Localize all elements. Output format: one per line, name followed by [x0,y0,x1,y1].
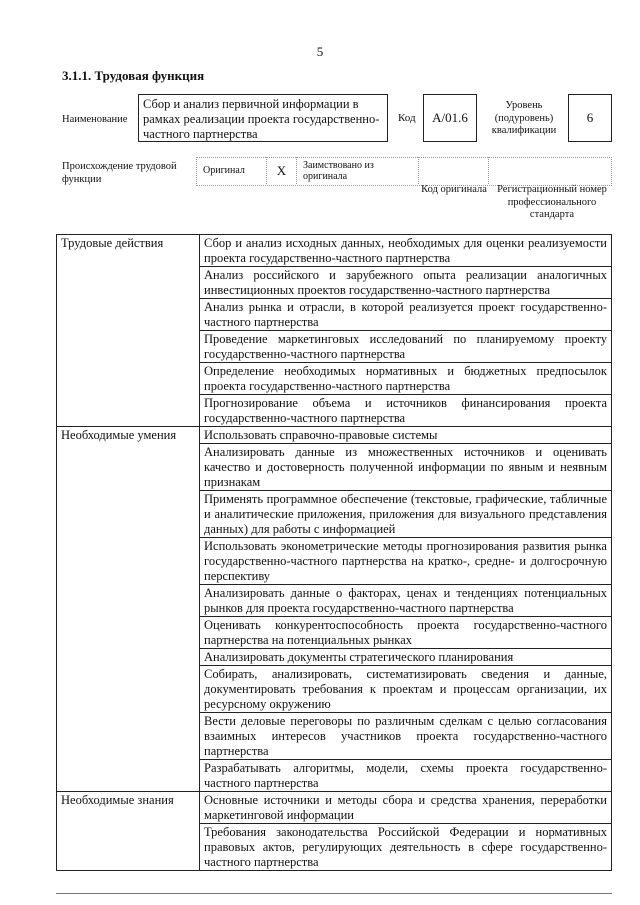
table-cell: Использовать справочно-правовые системы [200,427,612,444]
level-value: 6 [586,110,594,125]
table-cell: Анализ российского и зарубежного опыта реализации аналогичных инвестиционных проектов государственно-частного партнерства [200,267,612,299]
table-cell: Проведение маркетинговых исследований по планируемому проекту государственно-частного партнерства [200,331,612,363]
code-original-caption: Код оригинала [421,184,487,195]
table-cell: Основные источники и методы сбора и средства хранения, переработки маркетинговой информации [200,792,612,824]
table-cell: Прогнозирование объема и источников финансирования проекта государственно-частного партнерства [200,395,612,427]
section-title-knowledge: Необходимые знания [57,792,200,871]
origin-original: Оригинал [203,165,245,176]
level-label: Уровень (подуровень) квалификации [491,100,557,136]
origin-label: Происхождение трудовой функции [62,161,177,185]
table-cell: Анализировать данные из множественных источников и оценивать качество и достоверность полученной информации по явным и неявным признакам [200,444,612,491]
origin-original-cell [196,157,266,184]
level-cell [568,94,612,142]
reg-number-caption: Регистрационный номер профессионального стандарта [497,184,607,220]
section-title-actions: Трудовые действия [57,235,200,427]
code-value: A/01.6 [432,110,468,125]
origin-reg-cell [488,157,612,184]
origin-code-cell [418,157,488,184]
table-cell: Анализ рынка и отрасли, в которой реализуется проект государственно-частного партнерства [200,299,612,331]
section-title: 3.1.1. Трудовая функция [62,68,205,83]
function-name-box [138,94,388,142]
table-cell: Применять программное обеспечение (текстовые, графические, табличные и аналитические приложения, приложения для визуального представления данных) для работы с информацией [200,491,612,538]
section-title-skills: Необходимые умения [57,427,200,792]
name-label: Наименование [62,114,128,125]
origin-borrowed-cell [296,157,418,184]
origin-mark-cell [266,157,296,184]
table-cell: Анализировать данные о факторах, ценах и тенденциях потенциальных рынков для проекта государственно-частного партнерства [200,585,612,617]
table-cell: Определение необходимых нормативных и бюджетных предпосылок проекта государственно-частного партнерства [200,363,612,395]
table-cell: Собирать, анализировать, систематизировать сведения и данные, документировать требования к проектам и процессам организации, их ресурсному окружению [200,666,612,713]
requirements-table [56,234,612,871]
code-label: Код [398,112,416,124]
table-row [57,235,612,267]
table-cell: Разрабатывать алгоритмы, модели, схемы проекта государственно-частного партнерства [200,760,612,792]
page-bottom-edge [56,893,612,894]
origin-borrowed: Заимствовано из оригинала [303,159,374,182]
code-cell [423,94,477,142]
table-cell: Оценивать конкурентоспособность проекта государственно-частного партнерства на потенциальных рынках [200,617,612,649]
table-row [57,792,612,824]
table-cell: Использовать эконометрические методы прогнозирования развития рынка государственно-частного партнерства на кратко-, средне- и долгосрочную перспективу [200,538,612,585]
table-cell: Сбор и анализ исходных данных, необходимых для оценки реализуемости проекта государственно-частного партнерства [200,235,612,267]
page-number: 5 [316,44,324,59]
table-cell: Анализировать документы стратегического планирования [200,649,612,666]
table-cell: Требования законодательства Российской Федерации и нормативных правовых актов, регулирующих деятельность в сфере государственно-частного партнерства [200,824,612,871]
function-name: Сбор и анализ первичной информации в рамках реализации проекта государственно-частного партнерства [143,97,380,141]
table-cell: Вести деловые переговоры по различным сделкам с целью согласования взаимных интересов участников проекта государственно-частного партнерства [200,713,612,760]
origin-mark: X [276,163,287,178]
table-row [57,427,612,444]
